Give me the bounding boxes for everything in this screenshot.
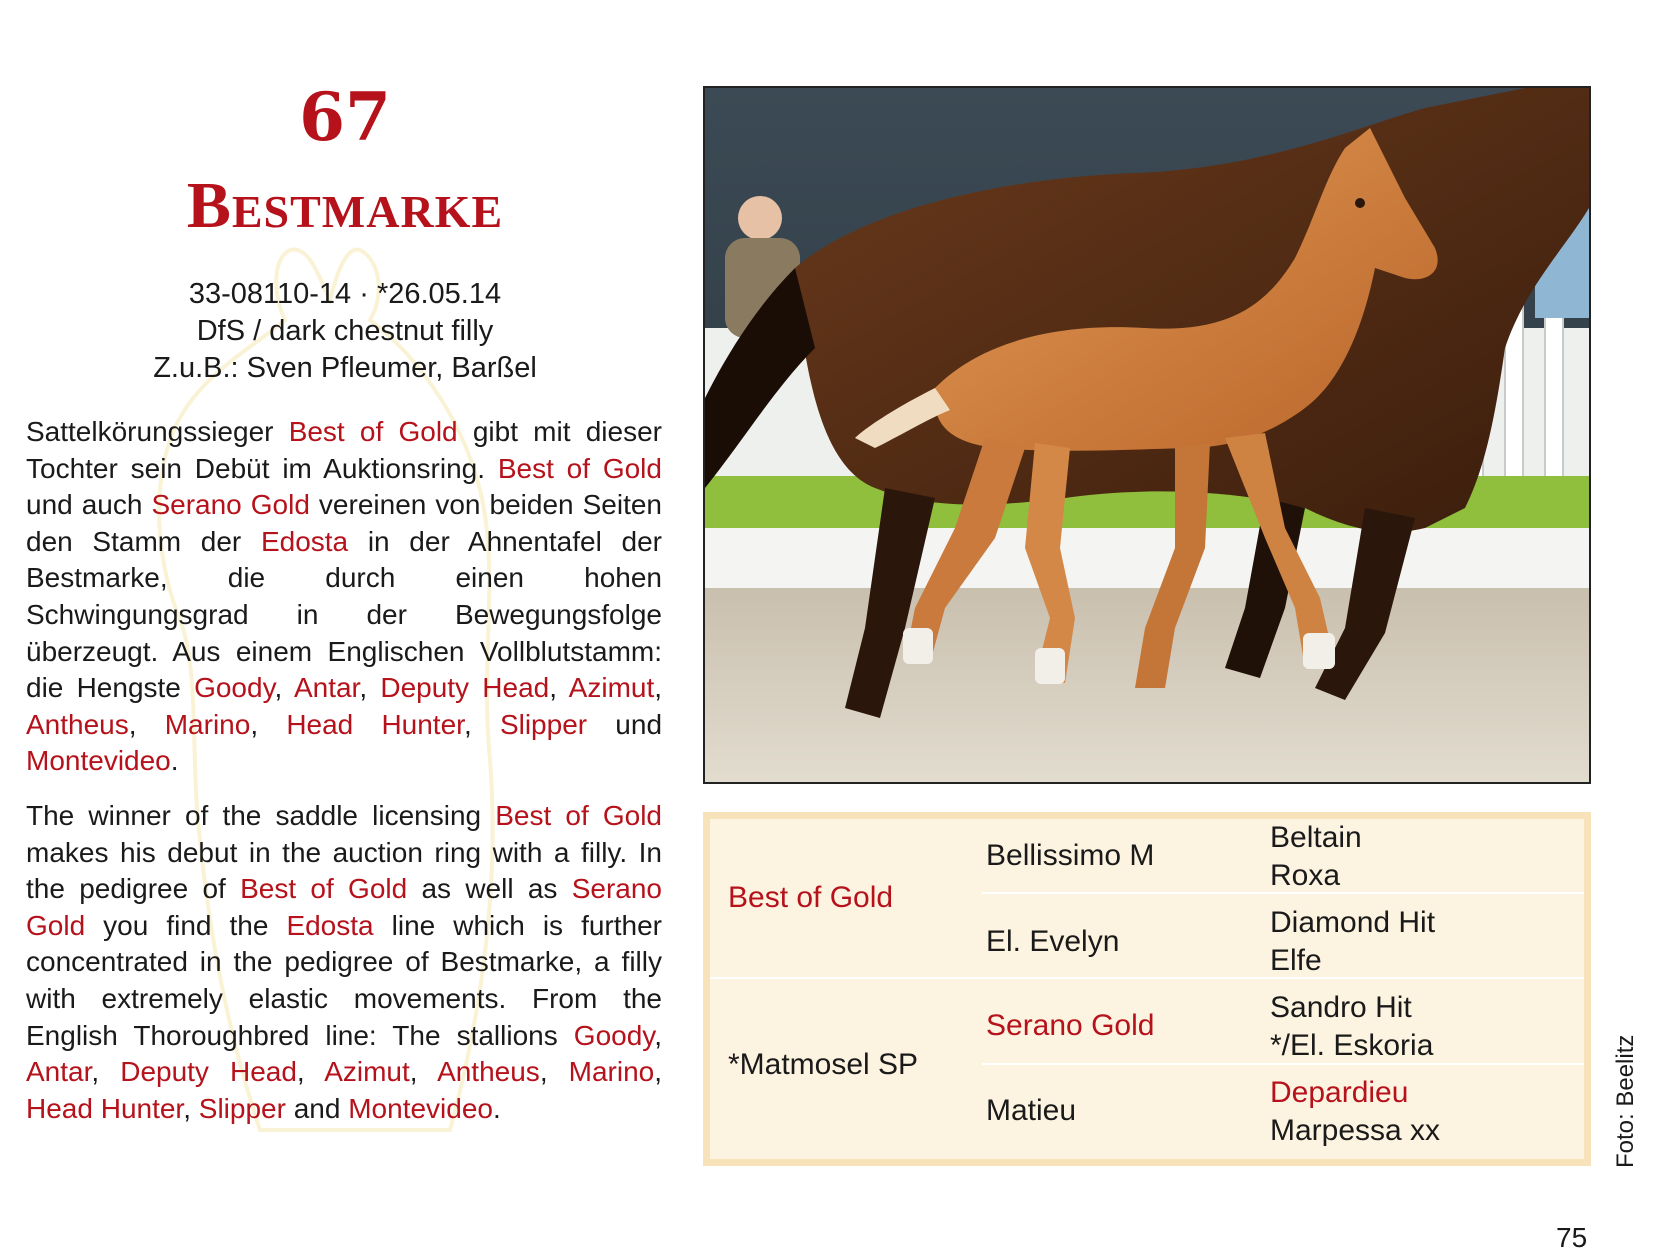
page-number: 75 [1556, 1222, 1588, 1253]
dam-dam: Matieu [986, 1094, 1077, 1127]
divider [710, 977, 1584, 979]
highlight-name: Goody [573, 1019, 655, 1051]
dam-sire-dam: */El. Eskoria [1270, 1029, 1434, 1062]
text-run: , [539, 1056, 569, 1088]
dam-sire: Serano Gold [986, 1009, 1155, 1042]
text-run: , [91, 1056, 121, 1088]
highlight-name: Deputy Head [120, 1056, 297, 1088]
registration-and-birth: 33-08110-14 · *26.05.14 [188, 278, 502, 310]
highlight-name: Edosta [286, 909, 374, 941]
sire-dam: El. Evelyn [986, 925, 1120, 958]
text-run: vereinen von beiden Seiten den Stamm der [26, 489, 662, 557]
highlight-name: Marino [164, 708, 251, 740]
text-run: , [654, 672, 663, 704]
highlight-name: Best of Gold [497, 452, 662, 484]
dam-dam-dam: Marpessa xx [1270, 1114, 1441, 1147]
text-run: line which is further concentrated in the pedigree of Bestmarke, a filly with extremely elastic movements. From the English Thoroughbred line: The stallions [26, 909, 662, 1051]
breeder-owner: Z.u.B.: Sven Pfleumer, Barßel [153, 352, 537, 384]
text-run: , [250, 708, 287, 740]
text-run: as well as [407, 873, 572, 905]
highlight-name: Azimut [568, 672, 655, 704]
highlight-name: Antheus [437, 1056, 540, 1088]
highlight-name: Serano Gold [26, 873, 663, 941]
highlight-name: Serano Gold [151, 489, 310, 521]
highlight-name: Deputy Head [380, 672, 550, 704]
text-run: Sattelkörungssieger [26, 416, 289, 447]
description-german [26, 414, 662, 780]
text-run: , [549, 672, 569, 704]
highlight-name: Antar [26, 1056, 92, 1088]
highlight-name: Azimut [324, 1056, 410, 1088]
highlight-name: Montevideo [348, 1092, 493, 1124]
text-run: , [654, 1019, 662, 1051]
text-run: The winner of the saddle licensing [26, 800, 496, 831]
highlight-name: Slipper [198, 1092, 286, 1124]
horse-photo [703, 86, 1591, 784]
pedigree-table [703, 812, 1591, 1166]
highlight-name: Slipper [499, 708, 588, 740]
sire: Best of Gold [728, 881, 894, 914]
dam: *Matmosel SP [728, 1048, 919, 1081]
text-run: in der Ahnentafel der Bestmarke, die durch einen hohen Schwingungsgrad in der Bewegungsfolge überzeugt. Aus einem Englischen Vollblutstamm: die Hengste [26, 525, 662, 704]
highlight-name: Montevideo [26, 745, 171, 777]
text-run: , [274, 672, 294, 704]
sire-sire-dam: Roxa [1270, 859, 1341, 892]
horse-meta [0, 276, 690, 387]
highlight-name: Goody [194, 672, 275, 704]
text-run: and [285, 1092, 349, 1124]
text-run: , [296, 1056, 325, 1088]
highlight-name: Best of Gold [288, 416, 458, 447]
lot-number: 67 [299, 78, 391, 156]
highlight-name: Marino [568, 1056, 655, 1088]
highlight-name: Head Hunter [26, 1092, 184, 1124]
highlight-name: Antar [293, 672, 360, 704]
text-run: , [463, 708, 500, 740]
text-run: you find the [85, 909, 287, 941]
sire-sire-sire: Beltain [1270, 821, 1362, 854]
highlight-name: Best of Gold [495, 800, 662, 831]
text-run: makes his debut in the auction ring with a filly. In the pedigree of [26, 836, 662, 905]
sire-dam-sire: Diamond Hit [1270, 906, 1436, 939]
sire-dam-dam: Elfe [1270, 944, 1322, 977]
text-run: . [170, 745, 179, 777]
text-run: , [359, 672, 381, 704]
description-english [26, 798, 662, 1127]
breed-and-color: DfS / dark chestnut filly [196, 315, 494, 347]
sire-sire: Bellissimo M [986, 839, 1155, 872]
dam-sire-sire: Sandro Hit [1270, 991, 1412, 1024]
text-run: , [654, 1056, 663, 1088]
highlight-name: Best of Gold [240, 873, 408, 905]
dam-dam-sire: Depardieu [1270, 1076, 1409, 1109]
text-run: und auch [26, 489, 152, 521]
text-run: , [409, 1056, 438, 1088]
text-run: , [128, 708, 165, 740]
mare-and-foal-illustration [705, 88, 1589, 782]
photo-credit: Foto: Beelitz [1612, 1034, 1639, 1168]
text-run: , [183, 1092, 199, 1124]
highlight-name: Edosta [260, 525, 349, 557]
horse-name: Bestmarke [186, 169, 504, 242]
text-run: und [587, 708, 663, 740]
highlight-name: Head Hunter [286, 708, 464, 740]
highlight-name: Antheus [26, 708, 129, 740]
text-run: gibt mit dieser Tochter sein Debüt im Auktionsring. [26, 416, 662, 484]
text-run: . [493, 1092, 501, 1124]
